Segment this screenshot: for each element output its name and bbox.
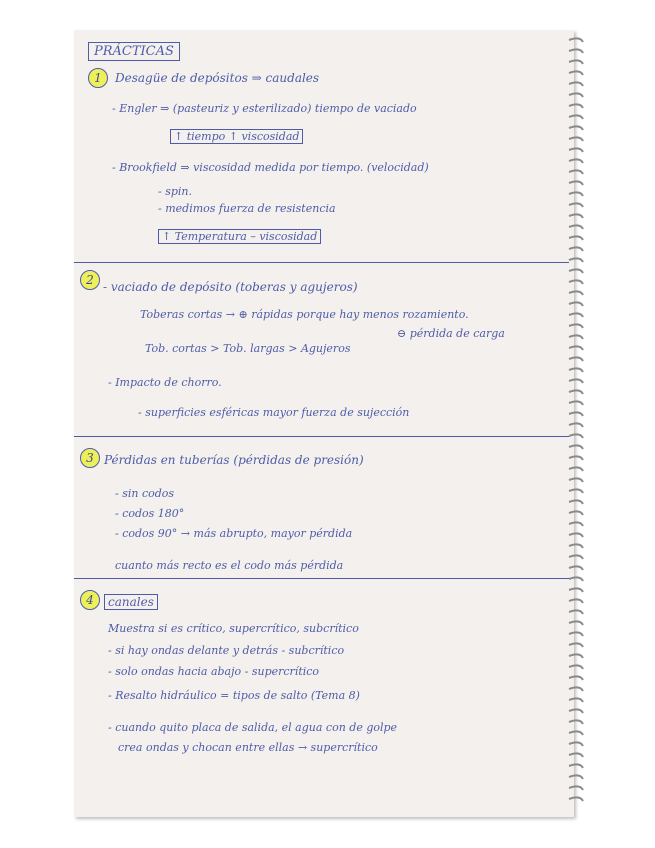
spiral-coil (569, 522, 583, 526)
spiral-coil (569, 247, 583, 251)
spiral-coil (569, 379, 583, 383)
section-4-line: - cuando quito placa de salida, el agua con de golpe (108, 721, 398, 734)
section-1-line: - spin. (158, 185, 192, 198)
section-3-line: - codos 180° (115, 507, 185, 520)
spiral-coil (569, 335, 583, 339)
spiral-coil (569, 434, 583, 438)
spiral-coil (569, 258, 583, 262)
spiral-coil (569, 38, 583, 42)
section-4-line: - solo ondas hacia abajo - supercrítico (108, 665, 320, 678)
spiral-coil (569, 269, 583, 273)
section-divider (74, 436, 569, 437)
section-2-line: - Impacto de chorro. (108, 376, 222, 389)
section-3-line: cuanto más recto es el codo más pérdida (115, 559, 344, 572)
section-1-line: - Engler ⇒ (pasteuriz y esterilizado) tiempo de vaciado (112, 102, 417, 115)
spiral-coil (569, 566, 583, 570)
section-1-boxed-note: ↑ tiempo ↑ viscosidad (170, 129, 303, 144)
spiral-binding (566, 34, 588, 809)
spiral-coil (569, 346, 583, 350)
spiral-coil (569, 82, 583, 86)
spiral-coil (569, 291, 583, 295)
section-4-line: crea ondas y chocan entre ellas → supercrítico (118, 741, 378, 754)
spiral-coil (569, 621, 583, 625)
section-4-line: - Resalto hidráulico = tipos de salto (Tema 8) (108, 689, 360, 702)
spiral-coil (569, 555, 583, 559)
section-3-line: - sin codos (115, 487, 175, 500)
section-3-number: 3 (80, 448, 100, 468)
section-4-line: - si hay ondas delante y detrás - subcrítico (108, 644, 345, 657)
spiral-coil (569, 115, 583, 119)
spiral-coil (569, 214, 583, 218)
spiral-coil (569, 500, 583, 504)
spiral-coil (569, 236, 583, 240)
section-4-heading: canales (104, 594, 158, 610)
spiral-coil (569, 49, 583, 53)
section-3-heading: Pérdidas en tuberías (pérdidas de presión) (104, 453, 364, 467)
spiral-coil (569, 137, 583, 141)
section-2-line: - superficies esféricas mayor fuerza de sujección (138, 406, 410, 419)
spiral-coil (569, 533, 583, 537)
section-divider (74, 262, 569, 263)
spiral-coil (569, 467, 583, 471)
spiral-coil (569, 280, 583, 284)
spiral-coil (569, 170, 583, 174)
spiral-coil (569, 456, 583, 460)
spiral-coil (569, 687, 583, 691)
spiral-coil (569, 489, 583, 493)
section-4-number: 4 (80, 590, 100, 610)
spiral-coil (569, 324, 583, 328)
spiral-coil (569, 654, 583, 658)
section-1-boxed-note: ↑ Temperatura – viscosidad (158, 229, 321, 244)
spiral-coil (569, 511, 583, 515)
spiral-coil (569, 148, 583, 152)
spiral-coil (569, 577, 583, 581)
spiral-coil (569, 313, 583, 317)
spiral-coil (569, 60, 583, 64)
section-1-heading: Desagüe de depósitos ⇒ caudales (115, 71, 320, 85)
spiral-coil (569, 390, 583, 394)
section-1-number: 1 (88, 68, 108, 88)
spiral-coil (569, 71, 583, 75)
spiral-coil (569, 753, 583, 757)
section-1-line: - medimos fuerza de resistencia (158, 202, 336, 215)
spiral-coil (569, 412, 583, 416)
spiral-coil (569, 445, 583, 449)
spiral-coil (569, 104, 583, 108)
spiral-coil (569, 159, 583, 163)
section-2-line: ⊖ pérdida de carga (397, 327, 505, 340)
spiral-coil (569, 698, 583, 702)
spiral-coil (569, 225, 583, 229)
spiral-coil (569, 731, 583, 735)
section-2-heading: - vaciado de depósito (toberas y agujeros) (103, 280, 358, 294)
page-title: PRÁCTICAS (88, 42, 180, 61)
spiral-coil (569, 478, 583, 482)
spiral-coil (569, 544, 583, 548)
section-1-line: - Brookfield ⇒ viscosidad medida por tiempo. (velocidad) (112, 161, 429, 174)
spiral-coil (569, 786, 583, 790)
section-3-line: - codos 90° → más abrupto, mayor pérdida (115, 527, 353, 540)
section-4-line: Muestra si es crítico, supercrítico, subcrítico (108, 622, 359, 635)
spiral-coil (569, 797, 583, 801)
spiral-coil (569, 599, 583, 603)
spiral-coil (569, 203, 583, 207)
spiral-coil (569, 368, 583, 372)
spiral-coil (569, 357, 583, 361)
spiral-coil (569, 643, 583, 647)
spiral-coil (569, 720, 583, 724)
spiral-coil (569, 610, 583, 614)
spiral-coil (569, 423, 583, 427)
spiral-coil (569, 588, 583, 592)
section-divider (74, 578, 569, 579)
spiral-coil (569, 632, 583, 636)
spiral-coil (569, 709, 583, 713)
spiral-coil (569, 676, 583, 680)
section-2-number: 2 (80, 270, 100, 290)
spiral-coil (569, 742, 583, 746)
spiral-coil (569, 126, 583, 130)
spiral-coil (569, 775, 583, 779)
spiral-coil (569, 302, 583, 306)
spiral-coil (569, 181, 583, 185)
section-2-line: Toberas cortas → ⊕ rápidas porque hay menos rozamiento. (140, 308, 469, 321)
spiral-coil (569, 192, 583, 196)
section-2-line: Tob. cortas > Tob. largas > Agujeros (145, 342, 351, 355)
spiral-coil (569, 401, 583, 405)
spiral-coil (569, 665, 583, 669)
spiral-coil (569, 93, 583, 97)
spiral-coil (569, 764, 583, 768)
